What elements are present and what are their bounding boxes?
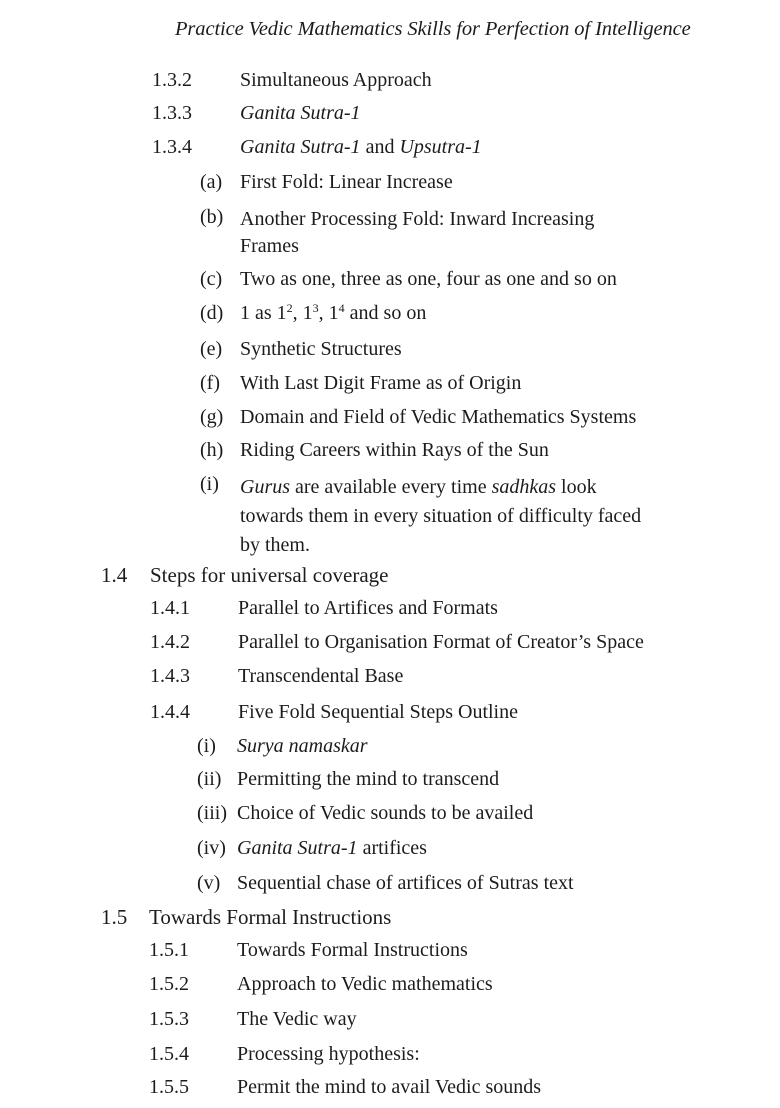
section-number: 1.5.3 [149,1008,189,1030]
item-text: Two as one, three as one, four as one and so on [240,268,617,290]
running-header: Practice Vedic Mathematics Skills for Perfection of Intelligence [175,18,691,40]
item-text: Synthetic Structures [240,338,402,360]
item-text: 1 as $1^2$, $1^3$, $1^4$ and so on [240,301,427,324]
item-marker: (i) [197,735,216,757]
section-number: 1.3.2 [152,69,192,91]
item-text: Ganita Sutra-1 artifices [237,837,427,859]
item-text: Riding Careers within Rays of the Sun [240,439,549,461]
item-text: Gurus are available every time sadhkas look towards them in every situation of difficulty faced by them. [240,476,642,556]
section-title: Towards Formal Instructions [149,905,392,929]
item-marker: (g) [200,406,224,428]
section-number: 1.3.4 [152,136,192,158]
item-marker: (d) [200,302,224,324]
item-marker: (e) [200,338,223,360]
section-title: Five Fold Sequential Steps Outline [238,701,518,723]
item-marker: (v) [197,872,221,894]
section-number: 1.4 [101,563,128,587]
item-marker: (c) [200,268,223,290]
item-text: Surya namaskar [237,735,368,757]
item-text: Sequential chase of artifices of Sutras text [237,872,574,894]
section-title: Parallel to Artifices and Formats [238,597,498,619]
section-number: 1.4.3 [150,665,190,687]
section-number: 1.5.2 [149,973,189,995]
item-marker: (f) [200,372,220,394]
item-marker: (i) [200,473,219,495]
section-number: 1.5.4 [149,1043,189,1065]
section-title: Parallel to Organisation Format of Creator’s Space [238,631,644,653]
item-marker: (b) [200,206,224,228]
section-title: Ganita Sutra-1 and Upsutra-1 [240,136,482,158]
section-title: Towards Formal Instructions [237,939,468,961]
section-number: 1.4.2 [150,631,190,653]
item-text: Another Processing Fold: Inward Increasing Frames [240,208,595,257]
item-text: First Fold: Linear Increase [240,171,453,193]
section-number: 1.4.1 [150,597,190,619]
section-number: 1.3.3 [152,102,192,124]
item-text: With Last Digit Frame as of Origin [240,372,522,394]
item-marker: (ii) [197,768,222,790]
item-marker: (iv) [197,837,226,859]
section-title: Ganita Sutra-1 [240,102,361,124]
section-title: Simultaneous Approach [240,69,432,91]
section-number: 1.5.1 [149,939,189,961]
section-title: Transcendental Base [238,665,404,687]
section-number: 1.4.4 [150,701,190,723]
section-title: Processing hypothesis: [237,1043,420,1065]
section-number: 1.5.5 [149,1076,189,1098]
item-marker: (a) [200,171,223,193]
item-text: Permitting the mind to transcend [237,768,500,790]
section-title: Approach to Vedic mathematics [237,973,493,995]
section-title: Steps for universal coverage [150,563,389,587]
item-marker: (h) [200,439,224,461]
item-text: Domain and Field of Vedic Mathematics Systems [240,406,637,428]
section-title: Permit the mind to avail Vedic sounds [237,1076,542,1098]
item-marker: (iii) [197,802,227,824]
section-title: The Vedic way [237,1008,357,1030]
item-text: Choice of Vedic sounds to be availed [237,802,534,824]
section-number: 1.5 [101,905,128,929]
